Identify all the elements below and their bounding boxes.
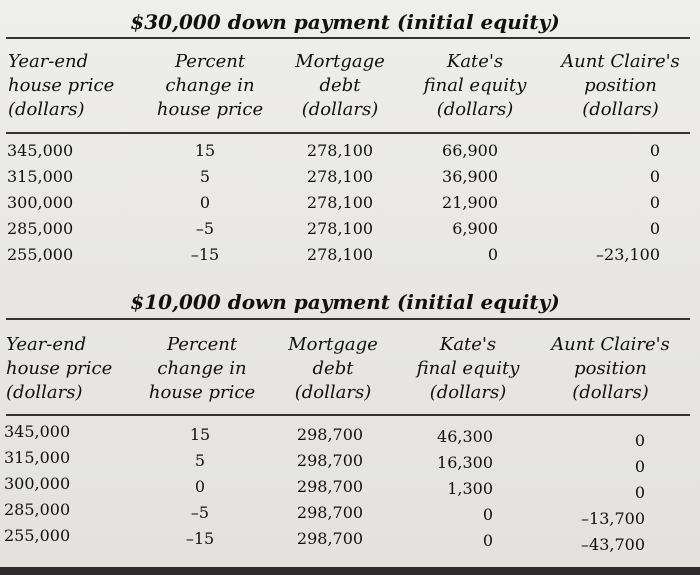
- table-cell: 298,700: [296, 451, 364, 470]
- table-cell: 0: [199, 193, 211, 212]
- table-cell: 345,000: [7, 141, 74, 160]
- table-cell: 278,100: [306, 219, 374, 238]
- table-cell: 298,700: [296, 529, 364, 548]
- table1-col-price: [7, 138, 117, 268]
- table-cell: 315,000: [4, 448, 71, 467]
- table-cell: 255,000: [7, 245, 74, 264]
- table1-header-kate: Kate's final equity (dollars): [423, 51, 527, 120]
- table2-header-year-end: Year-end house price (dollars): [6, 334, 113, 403]
- table-cell: 6,900: [452, 219, 498, 238]
- table-cell: 0: [482, 531, 493, 550]
- table2-header-percent: Percent change in house price: [148, 334, 256, 403]
- table-cell: 0: [649, 167, 660, 186]
- table2-top-rule: [6, 318, 690, 320]
- table-cell: 5: [199, 167, 211, 186]
- table-cell: –5: [195, 219, 215, 238]
- table2-title: $10,000 down payment (initial equity): [130, 290, 560, 314]
- table-cell: 0: [482, 505, 493, 524]
- table1-col-percent: [175, 138, 235, 268]
- table-cell: 285,000: [4, 500, 71, 519]
- table-cell: 255,000: [4, 526, 71, 545]
- table-cell: 66,900: [442, 141, 498, 160]
- table1-col-claire: [560, 138, 660, 268]
- table-cell: 0: [649, 141, 660, 160]
- table1-header-percent: Percent change in house price: [156, 51, 264, 120]
- table2-header-rule: [6, 414, 690, 416]
- table-cell: 298,700: [296, 503, 364, 522]
- table2-col-claire: [545, 428, 645, 558]
- table-cell: 15: [194, 141, 216, 160]
- table-cell: –43,700: [581, 535, 645, 554]
- table-cell: 0: [634, 483, 645, 502]
- table2-header-mortgage: Mortgage debt (dollars): [288, 334, 378, 403]
- table-cell: 36,900: [442, 167, 498, 186]
- table-cell: –15: [190, 245, 220, 264]
- table-cell: 0: [649, 193, 660, 212]
- table1-header-claire: Aunt Claire's position (dollars): [561, 51, 680, 120]
- table-cell: 5: [194, 451, 206, 470]
- table-cell: 345,000: [4, 422, 71, 441]
- table1-col-mortgage: [295, 138, 385, 268]
- table1-title: $30,000 down payment (initial equity): [130, 10, 560, 34]
- table2-header-kate: Kate's final equity (dollars): [416, 334, 520, 403]
- table1-top-rule: [6, 37, 690, 39]
- table-cell: 278,100: [306, 167, 374, 186]
- table-cell: 298,700: [296, 477, 364, 496]
- table1-header-rule: [6, 132, 690, 134]
- table1-header-year-end: Year-end house price (dollars): [8, 51, 115, 120]
- table-cell: –13,700: [581, 509, 645, 528]
- table-cell: 278,100: [306, 245, 374, 264]
- table-cell: 300,000: [7, 193, 74, 212]
- table-cell: 0: [634, 431, 645, 450]
- table2-col-mortgage: [285, 422, 375, 552]
- table-cell: 1,300: [447, 479, 493, 498]
- table-cell: –15: [185, 529, 215, 548]
- table1-col-kate: [410, 138, 498, 268]
- table-cell: 16,300: [437, 453, 493, 472]
- table-cell: 0: [634, 457, 645, 476]
- table-cell: –23,100: [596, 245, 660, 264]
- table-cell: 300,000: [4, 474, 71, 493]
- bottom-edge-bar: [0, 567, 700, 575]
- table-cell: 15: [189, 425, 211, 444]
- table1-header-mortgage: Mortgage debt (dollars): [295, 51, 385, 120]
- table-cell: 315,000: [7, 167, 74, 186]
- table2-header-claire: Aunt Claire's position (dollars): [551, 334, 670, 403]
- table-cell: –5: [190, 503, 210, 522]
- table2-col-percent: [170, 422, 230, 552]
- table2-col-price: [4, 419, 114, 549]
- table-cell: 0: [194, 477, 206, 496]
- table-cell: 21,900: [442, 193, 498, 212]
- table-cell: 0: [649, 219, 660, 238]
- table-cell: 285,000: [7, 219, 74, 238]
- table-cell: 278,100: [306, 193, 374, 212]
- table-cell: 298,700: [296, 425, 364, 444]
- table2-col-kate: [405, 424, 493, 554]
- table-cell: 278,100: [306, 141, 374, 160]
- table-cell: 46,300: [437, 427, 493, 446]
- table-cell: 0: [487, 245, 498, 264]
